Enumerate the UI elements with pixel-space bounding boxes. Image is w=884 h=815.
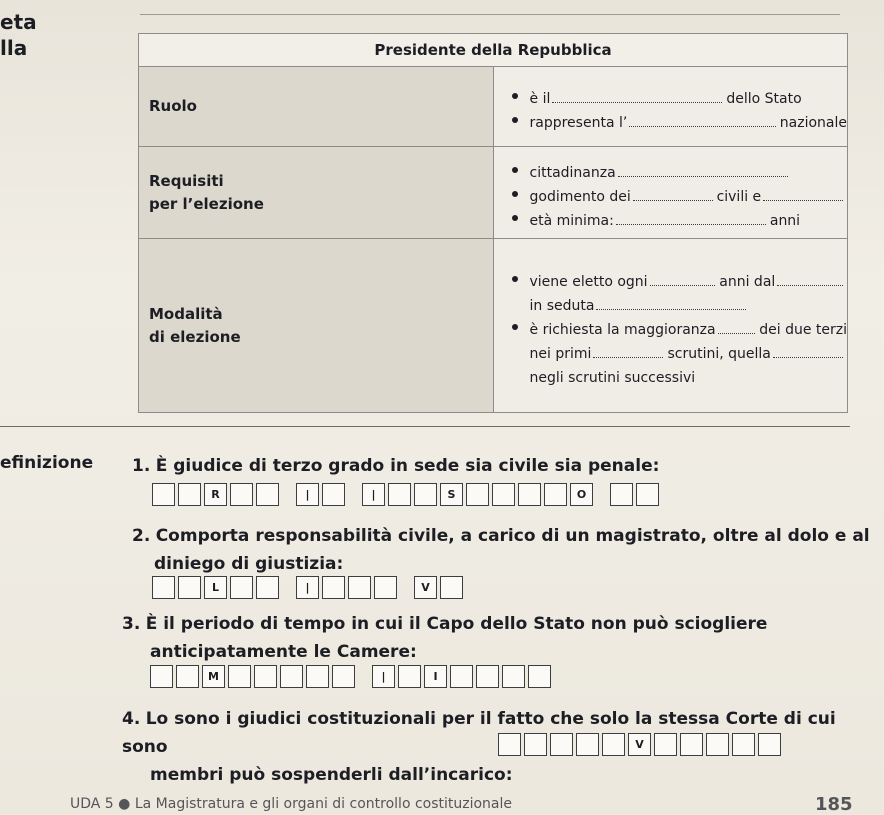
letter-box[interactable] <box>398 665 421 688</box>
letter-box[interactable] <box>230 483 253 506</box>
letter-box[interactable] <box>732 733 755 756</box>
letter-box[interactable] <box>602 733 625 756</box>
letter-box[interactable] <box>150 665 173 688</box>
letter-box[interactable] <box>654 733 677 756</box>
row-label-requisiti: Requisiti per l’elezione <box>139 147 494 239</box>
row-requisiti: cittadinanza godimento dei civili e età minima: anni <box>493 147 848 239</box>
letter-box[interactable]: | <box>362 483 385 506</box>
letter-box[interactable] <box>414 483 437 506</box>
letter-box[interactable] <box>176 665 199 688</box>
letter-box[interactable] <box>256 576 279 599</box>
letter-box[interactable] <box>348 576 371 599</box>
letter-box[interactable]: S <box>440 483 463 506</box>
letter-box[interactable] <box>758 733 781 756</box>
row-label-modalita: Modalità di elezione <box>139 239 494 413</box>
letter-box[interactable] <box>152 483 175 506</box>
letter-box[interactable] <box>388 483 411 506</box>
letter-box[interactable]: V <box>414 576 437 599</box>
letter-box[interactable]: L <box>204 576 227 599</box>
letter-box[interactable]: R <box>204 483 227 506</box>
letter-box[interactable] <box>524 733 547 756</box>
letter-box[interactable] <box>706 733 729 756</box>
row-ruolo: è il dello Stato rappresenta l’ nazionale <box>493 67 848 147</box>
letter-box[interactable] <box>680 733 703 756</box>
letter-box[interactable] <box>178 576 201 599</box>
letter-box[interactable] <box>322 576 345 599</box>
top-rule <box>140 14 840 15</box>
table-header: Presidente della Repubblica <box>139 34 848 67</box>
letter-box[interactable] <box>610 483 633 506</box>
letter-box[interactable] <box>256 483 279 506</box>
letter-box[interactable] <box>528 665 551 688</box>
letter-box[interactable] <box>280 665 303 688</box>
letter-box[interactable] <box>576 733 599 756</box>
letter-box[interactable] <box>306 665 329 688</box>
letter-box[interactable] <box>544 483 567 506</box>
footer: UDA 5 ● La Magistratura e gli organi di controllo costituzionale <box>70 796 513 812</box>
letter-box[interactable] <box>254 665 277 688</box>
question-1: 1. È giudice di terzo grado in sede sia civile sia penale: <box>132 456 660 476</box>
crossword-grid-3 <box>150 665 554 688</box>
letter-box[interactable] <box>332 665 355 688</box>
crossword-grid-2 <box>152 576 466 599</box>
letter-box[interactable] <box>374 576 397 599</box>
row-modalita: viene eletto ogni anni dal in seduta è richiesta la maggioranza dei due terzi nei primi scrutini, quella negli scrutini successivi <box>493 239 848 413</box>
letter-box[interactable] <box>228 665 251 688</box>
letter-box[interactable] <box>440 576 463 599</box>
definizione-label: efinizione <box>0 453 94 473</box>
letter-box[interactable]: O <box>570 483 593 506</box>
letter-box[interactable] <box>230 576 253 599</box>
letter-box[interactable] <box>636 483 659 506</box>
president-table <box>138 33 848 413</box>
margin-fragment: eta lla <box>0 10 37 60</box>
letter-box[interactable] <box>322 483 345 506</box>
row-label-ruolo: Ruolo <box>139 67 494 147</box>
letter-box[interactable] <box>502 665 525 688</box>
question-4: 4. Lo sono i giudici costituzionali per il fatto che solo la stessa Corte di cui sono membri può sospenderli dall’incarico: <box>122 709 836 785</box>
letter-box[interactable]: M <box>202 665 225 688</box>
letter-box[interactable] <box>178 483 201 506</box>
letter-box[interactable] <box>450 665 473 688</box>
page-number: 185 <box>815 794 853 815</box>
letter-box[interactable] <box>476 665 499 688</box>
crossword-grid-4 <box>498 733 784 756</box>
letter-box[interactable]: | <box>296 576 319 599</box>
letter-box[interactable] <box>550 733 573 756</box>
letter-box[interactable] <box>152 576 175 599</box>
letter-box[interactable]: I <box>424 665 447 688</box>
letter-box[interactable]: V <box>628 733 651 756</box>
letter-box[interactable] <box>466 483 489 506</box>
crossword-grid-1 <box>152 483 662 506</box>
letter-box[interactable] <box>518 483 541 506</box>
letter-box[interactable] <box>498 733 521 756</box>
section-rule <box>0 426 850 427</box>
question-3: 3. È il periodo di tempo in cui il Capo dello Stato non può sciogliere anticipatamente le Camere: <box>122 614 768 662</box>
question-2: 2. Comporta responsabilità civile, a carico di un magistrato, oltre al dolo e al diniego di giustizia: <box>132 526 870 574</box>
letter-box[interactable]: | <box>296 483 319 506</box>
letter-box[interactable] <box>492 483 515 506</box>
letter-box[interactable]: | <box>372 665 395 688</box>
